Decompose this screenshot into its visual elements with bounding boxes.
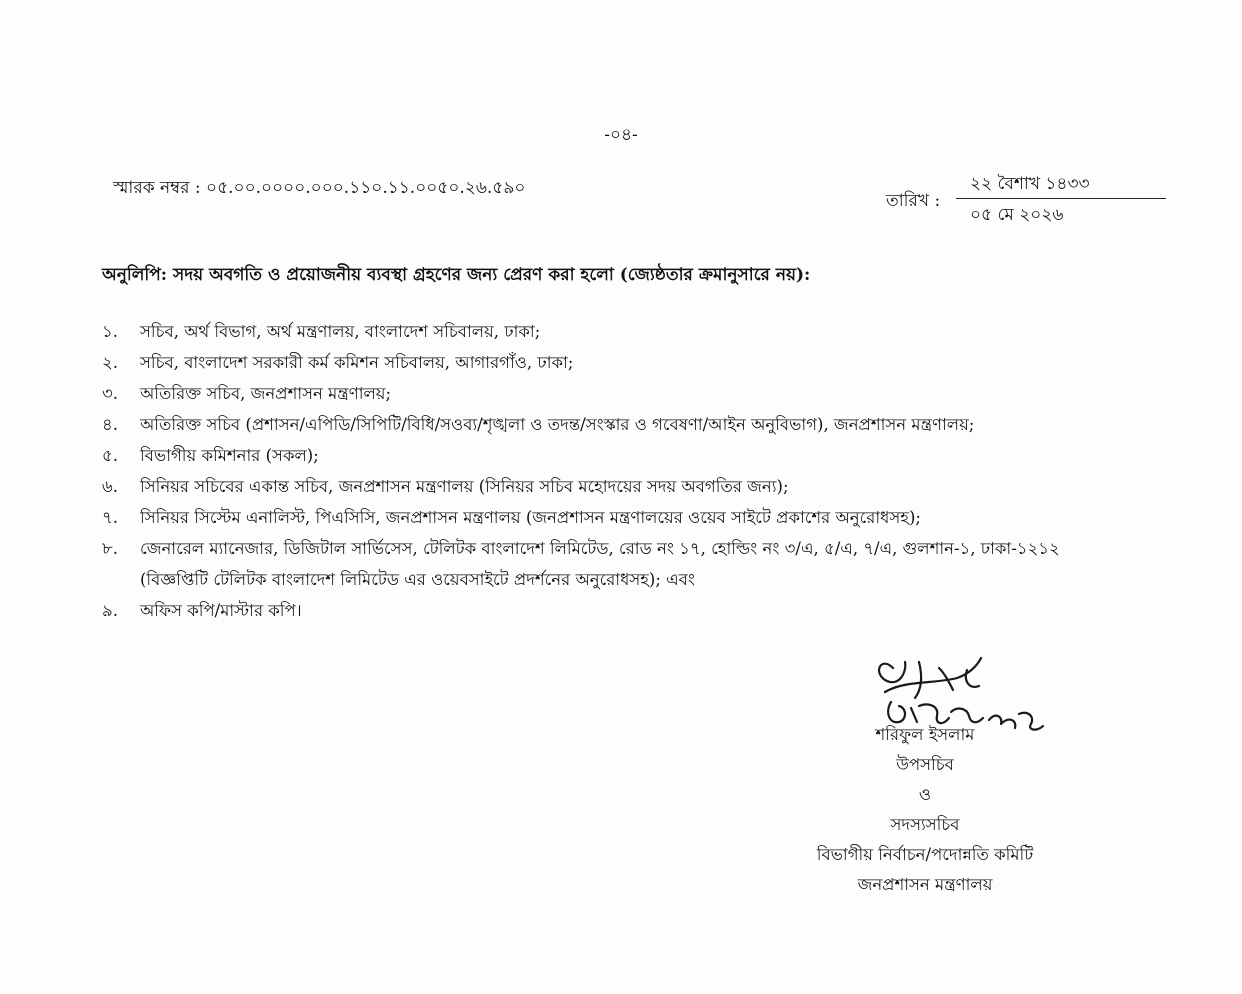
date-label: তারিখ : <box>886 191 941 211</box>
cc-item-number: ১. <box>102 322 118 341</box>
signatory-role: সদস্যসচিব <box>890 815 960 834</box>
cc-item <box>102 533 1212 595</box>
cc-item-number: ৩. <box>102 384 118 403</box>
date-values <box>956 170 1166 229</box>
cc-item-number: ৪. <box>102 415 118 434</box>
cc-item-text: জেনারেল ম্যানেজার, ডিজিটাল সার্ভিসেস, টেলিটক বাংলাদেশ লিমিটেড, রোড নং ১৭, হোল্ডিং নং ৩/এ, ৫/এ, ৭/এ, গুলশান-১, ঢাকা-১২১২ <box>140 539 1060 558</box>
cc-item-text: সচিব, অর্থ বিভাগ, অর্থ মন্ত্রণালয়, বাংলাদেশ সচিবালয়, ঢাকা; <box>140 322 541 341</box>
signatory-designation: উপসচিব <box>896 755 954 774</box>
cc-item <box>102 471 1212 502</box>
cc-item-text: অতিরিক্ত সচিব (প্রশাসন/এপিডি/সিপিটি/বিধি/সওব্য/শৃঙ্খলা ও তদন্ত/সংস্কার ও গবেষণা/আইন অনুবিভাগ), জনপ্রশাসন মন্ত্রণালয়; <box>140 415 975 434</box>
cc-item <box>102 409 1212 440</box>
cc-item <box>102 378 1212 409</box>
cc-item <box>102 316 1212 347</box>
cc-item-text: সচিব, বাংলাদেশ সরকারী কর্ম কমিশন সচিবালয়, আগারগাঁও, ঢাকা; <box>140 353 574 372</box>
cc-item-text: সিনিয়র সিস্টেম এনালিস্ট, পিএসিসি, জনপ্রশাসন মন্ত্রণালয় (জনপ্রশাসন মন্ত্রণালয়ের ওয়েব সাইটে প্রকাশের অনুরোধসহ); <box>140 508 921 527</box>
cc-item-number: ২. <box>102 353 118 372</box>
signatory-name: শরিফুল ইসলাম <box>875 725 975 744</box>
cc-item <box>102 440 1212 471</box>
page-number: -০৪- <box>604 125 638 145</box>
signatory-ministry: জনপ্রশাসন মন্ত্রণালয় <box>857 875 993 894</box>
cc-item-text: বিভাগীয় কমিশনার (সকল); <box>140 446 319 465</box>
cc-item-number: ৬. <box>102 477 118 496</box>
cc-item <box>102 347 1212 378</box>
cc-item-number: ৮. <box>102 539 118 558</box>
date-gregorian: ০৫ মে ২০২৬ <box>970 205 1064 225</box>
memo-number: স্মারক নম্বর : ০৫.০০.০০০০.০০০.১১০.১১.০০৫০.২৬.৫৯০ <box>113 178 526 198</box>
date-bengali: ২২ বৈশাখ ১৪৩৩ <box>956 170 1166 199</box>
cc-item <box>102 595 1212 626</box>
cc-heading: অনুলিপি: সদয় অবগতি ও প্রয়োজনীয় ব্যবস্থা গ্রহণের জন্য প্রেরণ করা হলো (জ্যেষ্ঠতার ক্রমানুসারে নয়): <box>102 265 811 285</box>
signatory-block <box>760 720 1090 900</box>
cc-item-text-continuation: (বিজ্ঞপ্তিটি টেলিটক বাংলাদেশ লিমিটেড এর ওয়েবসাইটে প্রদর্শনের অনুরোধসহ); এবং <box>140 570 695 589</box>
cc-item-text: অফিস কপি/মাস্টার কপি। <box>140 601 302 620</box>
cc-item-text: সিনিয়র সচিবের একান্ত সচিব, জনপ্রশাসন মন্ত্রণালয় (সিনিয়র সচিব মহোদয়ের সদয় অবগতির জন্য); <box>140 477 789 496</box>
signatory-conjunction: ও <box>918 785 932 804</box>
cc-item-text: অতিরিক্ত সচিব, জনপ্রশাসন মন্ত্রণালয়; <box>140 384 392 403</box>
cc-item <box>102 502 1212 533</box>
cc-item-number: ৫. <box>102 446 118 465</box>
cc-item-number: ৭. <box>102 508 118 527</box>
signatory-committee: বিভাগীয় নির্বাচন/পদোন্নতি কমিটি <box>816 845 1034 864</box>
cc-list <box>102 316 1212 626</box>
cc-item-number: ৯. <box>102 601 118 620</box>
